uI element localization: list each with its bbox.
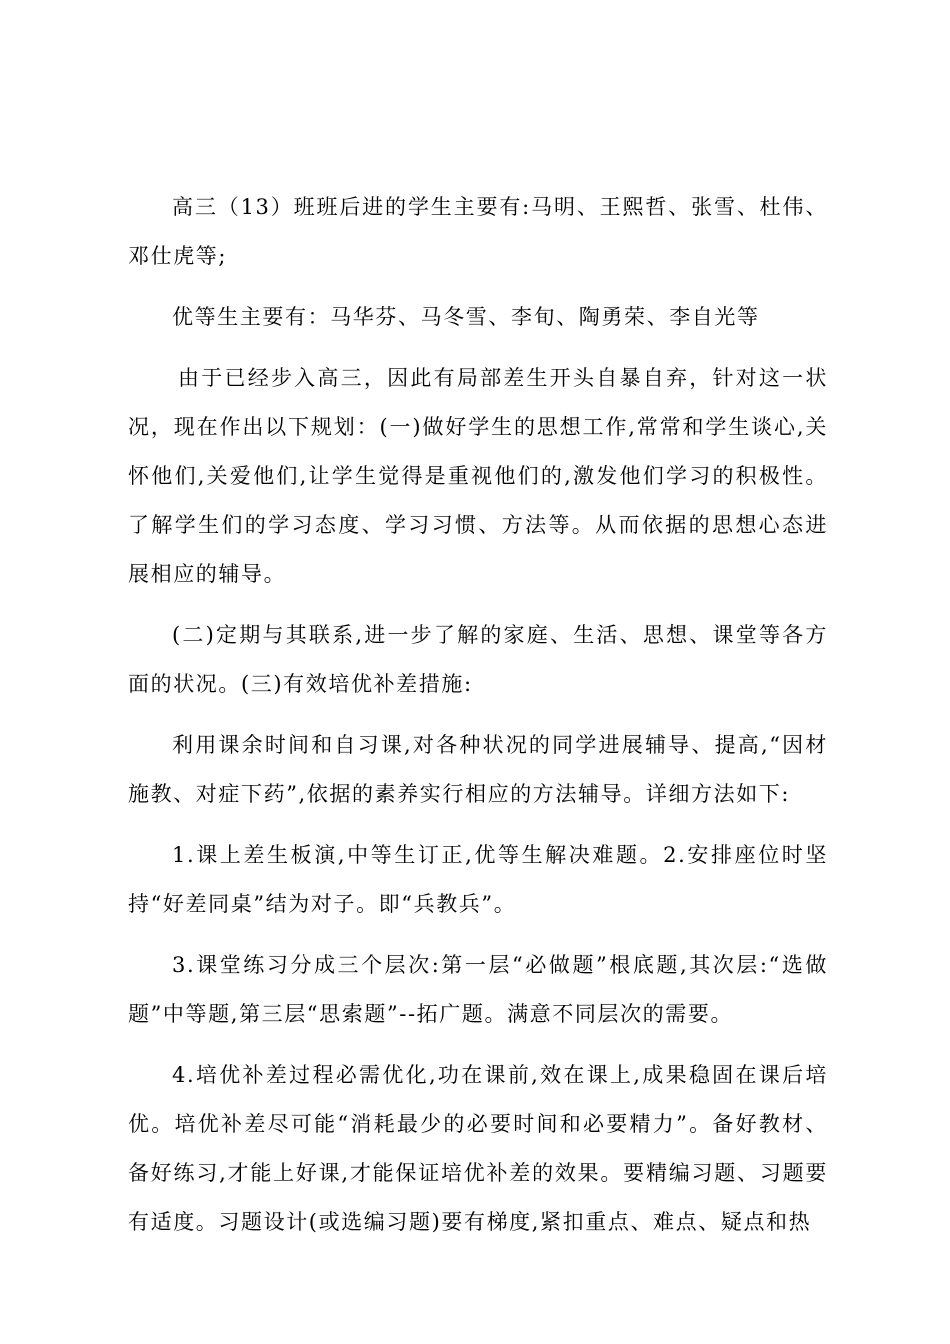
paragraph-lagging-students: 高三（13）班班后进的学生主要有:马明、王熙哲、张雪、杜伟、邓仕虎等; <box>128 195 828 268</box>
paragraph-plan-intro: 由于已经步入高三，因此有局部差生开头自暴自弃，针对这一状况，现在作出以下规划：(一)做好学生的思想工作,常常和学生谈心,关怀他们,关爱他们,让学生觉得是重视他们的,激发他们学习的积极性。了解学生们的学习态度、学习习惯、方法等。从而依据的思想心态进展相应的辅导。 <box>128 366 828 586</box>
paragraph-method-4: 4.培优补差过程必需优化,功在课前,效在课上,成果稳固在课后培优。培优补差尽可能“消耗最少的必要时间和必要精力”。备好教材、备好练习,才能上好课,才能保证培优补差的效果。要精编习题、习题要有适度。习题设计(或选编习题)要有梯度,紧扣重点、难点、疑点和热 <box>128 1063 828 1234</box>
paragraph-regular-contact: (二)定期与其联系,进一步了解的家庭、生活、思想、课堂等各方面的状况。(三)有效培优补差措施: <box>128 623 828 696</box>
paragraph-method-1-2: 1.课上差生板演,中等生订正,优等生解决难题。2.安排座位时坚持“好差同桌”结为对子。即“兵教兵”。 <box>128 843 828 916</box>
paragraph-tutoring-method: 利用课余时间和自习课,对各种状况的同学进展辅导、提高,“因材施教、对症下药”,依据的素养实行相应的方法辅导。详细方法如下: <box>128 733 828 806</box>
paragraph-top-students: 优等生主要有：马华芬、马冬雪、李旬、陶勇荣、李自光等 <box>172 305 760 329</box>
paragraph-method-3: 3.课堂练习分成三个层次:第一层“必做题”根底题,其次层:“选做题”中等题,第三层“思索题”--拓广题。满意不同层次的需要。 <box>128 953 828 1026</box>
document-body <box>128 183 828 1259</box>
